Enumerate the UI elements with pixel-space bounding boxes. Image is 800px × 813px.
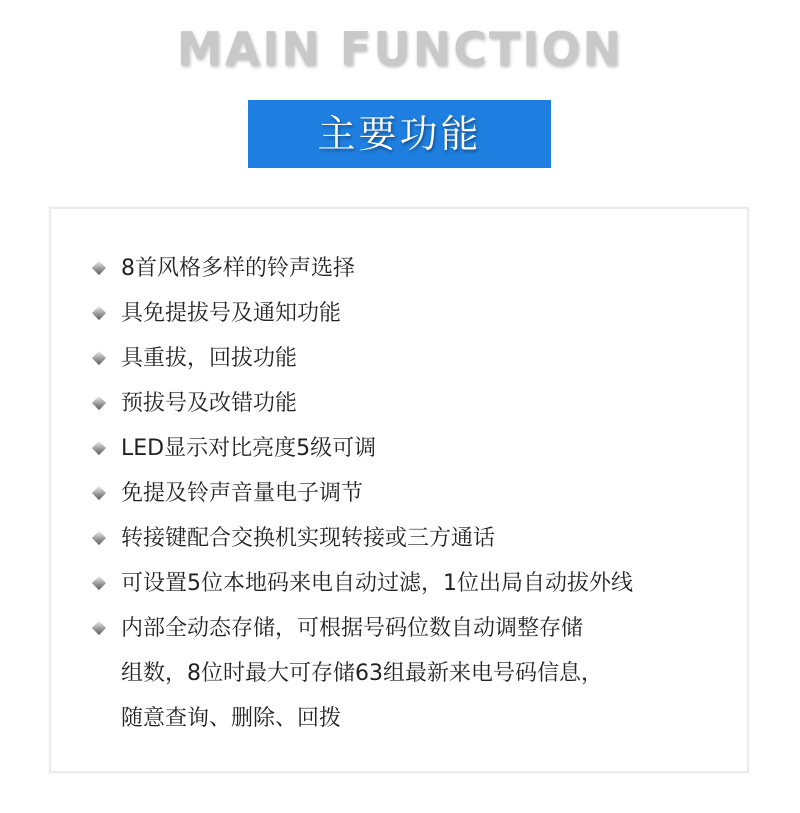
feature-item — [91, 246, 731, 291]
feature-text: 免提及铃声音量电子调节 — [121, 481, 364, 506]
feature-item — [91, 561, 731, 606]
feature-text: 预拔号及改错功能 — [121, 391, 298, 416]
feature-text: 可设置5位本地码来电自动过滤，1位出局自动拔外线 — [121, 571, 633, 596]
feature-text: 组数，8位时最大可存储63组最新来电号码信息， — [121, 661, 603, 686]
feature-text: LED显示对比亮度5级可调 — [121, 436, 377, 461]
diamond-bullet-icon — [92, 576, 106, 590]
diamond-bullet-icon — [92, 396, 106, 410]
feature-list — [91, 246, 731, 741]
diamond-bullet-icon — [92, 261, 106, 275]
feature-item — [91, 471, 731, 516]
section-title-cn: 主要功能 — [248, 100, 551, 168]
feature-text: 具重拔，回拔功能 — [121, 346, 298, 371]
diamond-bullet-icon — [92, 531, 106, 545]
feature-text: 具免提拔号及通知功能 — [121, 301, 342, 326]
feature-item — [91, 336, 731, 381]
feature-item — [91, 291, 731, 336]
feature-text: 内部全动态存储，可根据号码位数自动调整存储 — [121, 616, 584, 641]
feature-text: 8首风格多样的铃声选择 — [121, 256, 355, 281]
feature-item — [91, 516, 731, 561]
diamond-bullet-icon — [92, 351, 106, 365]
feature-item — [91, 426, 731, 471]
diamond-bullet-icon — [92, 486, 106, 500]
feature-item — [91, 381, 731, 426]
section-title-en: MAIN FUNCTION — [176, 22, 624, 76]
feature-item — [91, 606, 731, 741]
diamond-bullet-icon — [92, 621, 106, 635]
feature-text: 转接键配合交换机实现转接或三方通话 — [121, 526, 496, 551]
diamond-bullet-icon — [92, 441, 106, 455]
feature-text: 随意查询、删除、回拨 — [121, 706, 342, 731]
feature-panel — [49, 207, 749, 773]
diamond-bullet-icon — [92, 306, 106, 320]
